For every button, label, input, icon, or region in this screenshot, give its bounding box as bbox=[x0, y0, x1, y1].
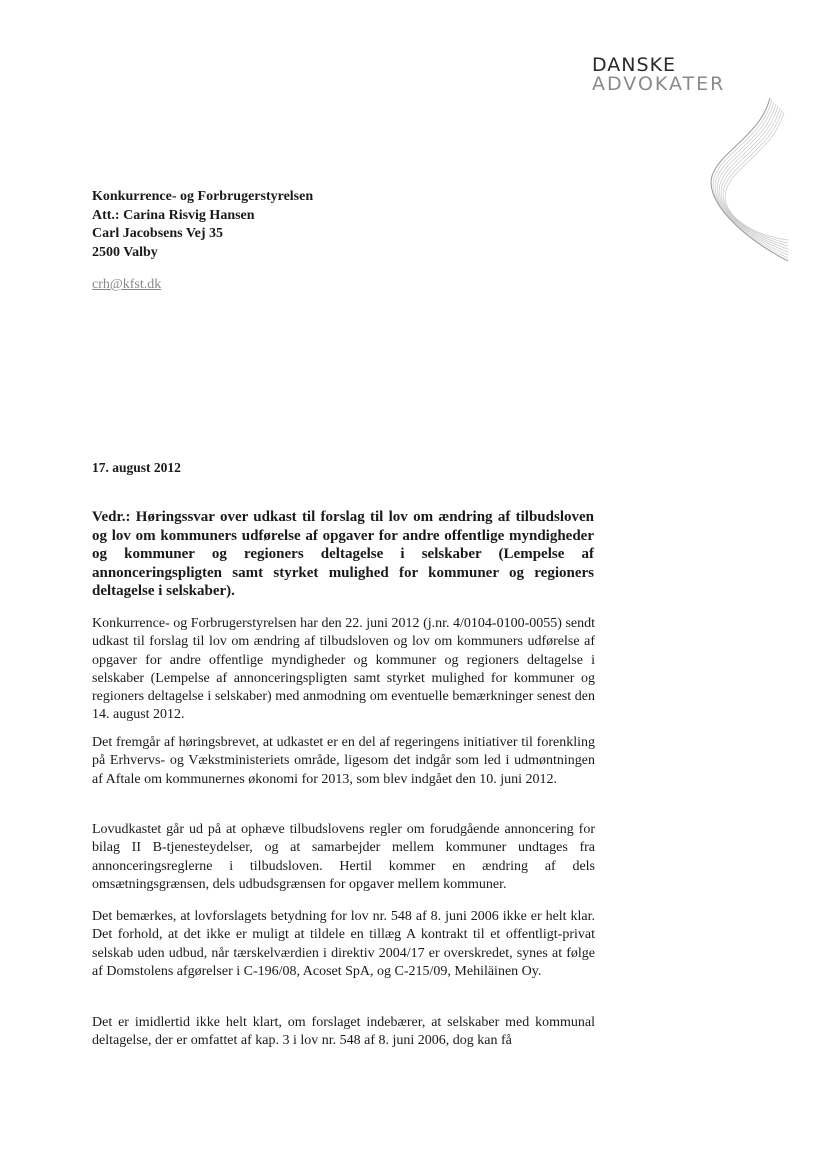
letter-subject: Vedr.: Høringssvar over udkast til forslag til lov om ændring af tilbudsloven og lov om kommuners udførelse af opgaver for andre offentlige myndigheder og kommuner og regioners deltagelse i selskaber (Lempelse af annonceringspligten samt styrket mulighed for kommuner og regioners deltagelse i selskaber). bbox=[92, 509, 594, 599]
recipient-attention: Att.: Carina Risvig Hansen bbox=[92, 207, 255, 223]
body-paragraph-2: Det fremgår af høringsbrevet, at udkastet er en del af regeringens initiativer til forenkling på Erhvervs- og Vækstministeriets område, ligesom det indgår som led i udmøntningen af Aftale om kommunernes økonomi for 2013, som blev indgået den 10. juni 2012. bbox=[92, 735, 595, 787]
logo-line-1: DANSKE bbox=[592, 54, 677, 76]
recipient-address bbox=[92, 188, 313, 262]
body-paragraph-5: Det er imidlertid ikke helt klart, om forslaget indebærer, at selskaber med kommunal deltagelse, der er omfattet af kap. 3 i lov nr. 548 af 8. juni 2006, dog kan få bbox=[92, 1015, 595, 1049]
recipient-street: Carl Jacobsens Vej 35 bbox=[92, 226, 224, 241]
body-paragraph-1: Konkurrence- og Forbrugerstyrelsen har den 22. juni 2012 (j.nr. 4/0104-0100-0055) sendt udkast til forslag til lov om ændring af tilbudsloven og lov om kommuners udførelse af opgaver for andre offentlige myndigheder og kommuner og regioners deltagelse i selskaber (Lempelse af annonceringspligten samt styrket mulighed for kommuner og regioners deltagelse i selskaber) med anmodning om eventuelle bemærkninger senest den 14. august 2012. bbox=[92, 616, 595, 723]
sender-address-block-faded bbox=[610, 362, 780, 462]
recipient-organization: Konkurrence- og Forbrugerstyrelsen bbox=[92, 189, 314, 204]
danske-advokater-logo bbox=[592, 56, 725, 94]
logo-swoosh-graphic bbox=[700, 96, 790, 266]
logo-line-2: ADVOKATER bbox=[592, 73, 726, 95]
letter-date: 17. august 2012 bbox=[92, 460, 181, 475]
body-paragraph-4: Det bemærkes, at lovforslagets betydning for lov nr. 548 af 8. juni 2006 ikke er helt klar. Det forhold, at det ikke er muligt at tildele en tillæg A kontrakt til et offentligt-privat selskab uden udbud, når tærskelværdien i direktiv 2004/17 er overskredet, synes at følge af Domstolens afgørelser i C-196/08, Acoset SpA, og C-215/09, Mehiläinen Oy. bbox=[92, 909, 595, 979]
body-paragraph-3: Lovudkastet går ud på at ophæve tilbudslovens regler om forudgående annoncering for bilag II B-tjenesteydelser, og at samarbejder mellem kommuner undtages fra annonceringsreglerne i tilbudsloven. Hertil kommer en ændring af dels omsætningsgrænsen, dels udbudsgrænsen for opgaver mellem kommuner. bbox=[92, 822, 595, 892]
recipient-postal: 2500 Valby bbox=[92, 244, 158, 260]
recipient-email-link[interactable]: crh@kfst.dk bbox=[92, 277, 162, 292]
